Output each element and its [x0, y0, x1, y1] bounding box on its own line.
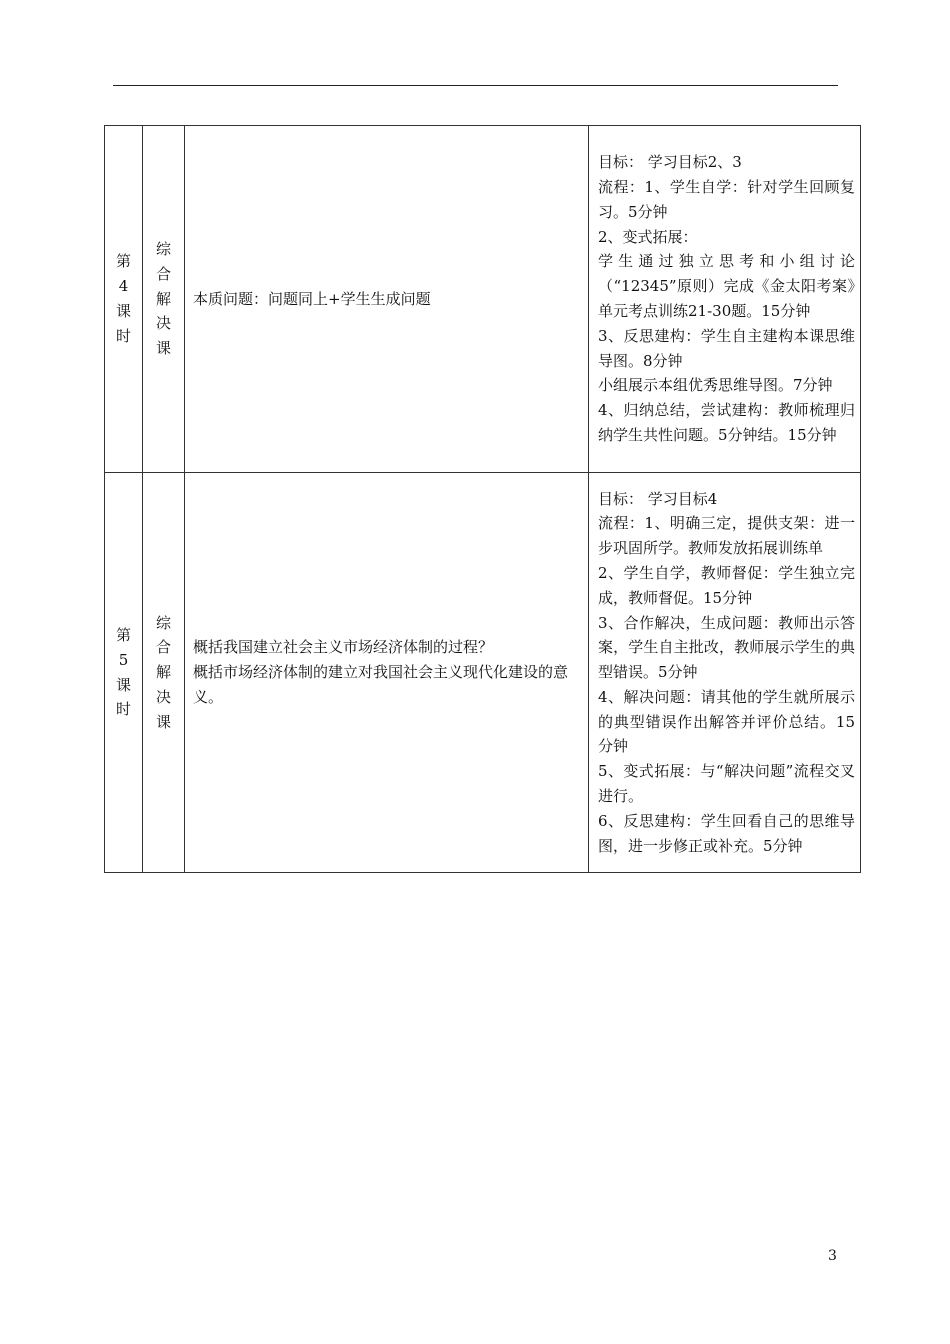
- lesson-plan-table: [104, 125, 861, 873]
- flow-step: 2、学生自学，教师督促：学生独立完成，教师督促。15分钟: [598, 563, 855, 607]
- flow-step: 2、变式拓展：: [598, 227, 698, 246]
- lesson-type-cell: [143, 473, 185, 873]
- question-cell: [185, 126, 589, 473]
- table-row-period-4: [105, 126, 861, 473]
- flow-step: 3、合作解决，生成问题：教师出示答案，学生自主批改，教师展示学生的典型错误。5分钟: [598, 613, 855, 682]
- question-text: 本质问题：问题同上+学生生成问题: [193, 289, 431, 308]
- lesson-type-label: 综合解决课: [155, 613, 171, 731]
- flow-step: 3、反思建构：学生自主建构本课思维导图。8分钟: [598, 326, 855, 370]
- flow-goal: 目标： 学习目标4: [598, 489, 718, 508]
- period-label: 第5课时: [115, 625, 131, 719]
- period-label: 第4课时: [115, 252, 131, 345]
- period-cell: [105, 126, 143, 473]
- question-cell: [185, 473, 589, 873]
- question-text: 概括我国建立社会主义市场经济体制的过程？: [193, 638, 494, 657]
- flow-cell: [589, 126, 861, 473]
- header-rule: [113, 85, 838, 86]
- flow-step: 5、变式拓展：与“解决问题”流程交叉进行。: [598, 762, 855, 806]
- flow-step: 4、解决问题：请其他的学生就所展示的典型错误作出解答并评价总结。15分钟: [598, 687, 855, 756]
- flow-step: 学生通过独立思考和小组讨论（“12345”原则）完成《金太阳考案》单元考点训练21-30题。15分钟: [598, 252, 855, 320]
- flow-step: 4、归纳总结，尝试建构：教师梳理归纳学生共性问题。5分钟结。15分钟: [598, 401, 855, 444]
- flow-step: 流程：1、明确三定，提供支架：进一步巩固所学。教师发放拓展训练单: [598, 514, 855, 558]
- page-number: 3: [828, 1248, 837, 1264]
- flow-step: 流程：1、学生自学：针对学生回顾复习。5分钟: [598, 178, 855, 221]
- flow-step: 6、反思建构：学生回看自己的思维导图，进一步修正或补充。5分钟: [598, 811, 855, 855]
- lesson-type-cell: [143, 126, 185, 473]
- period-cell: [105, 473, 143, 873]
- lesson-type-label: 综合解决课: [155, 240, 171, 358]
- table-row-period-5: [105, 473, 861, 873]
- flow-step: 小组展示本组优秀思维导图。7分钟: [598, 376, 833, 395]
- flow-cell: [589, 473, 861, 873]
- question-text: 概括市场经济体制的建立对我国社会主义现代化建设的意义。: [193, 663, 569, 706]
- flow-goal: 目标： 学习目标2、3: [598, 153, 742, 172]
